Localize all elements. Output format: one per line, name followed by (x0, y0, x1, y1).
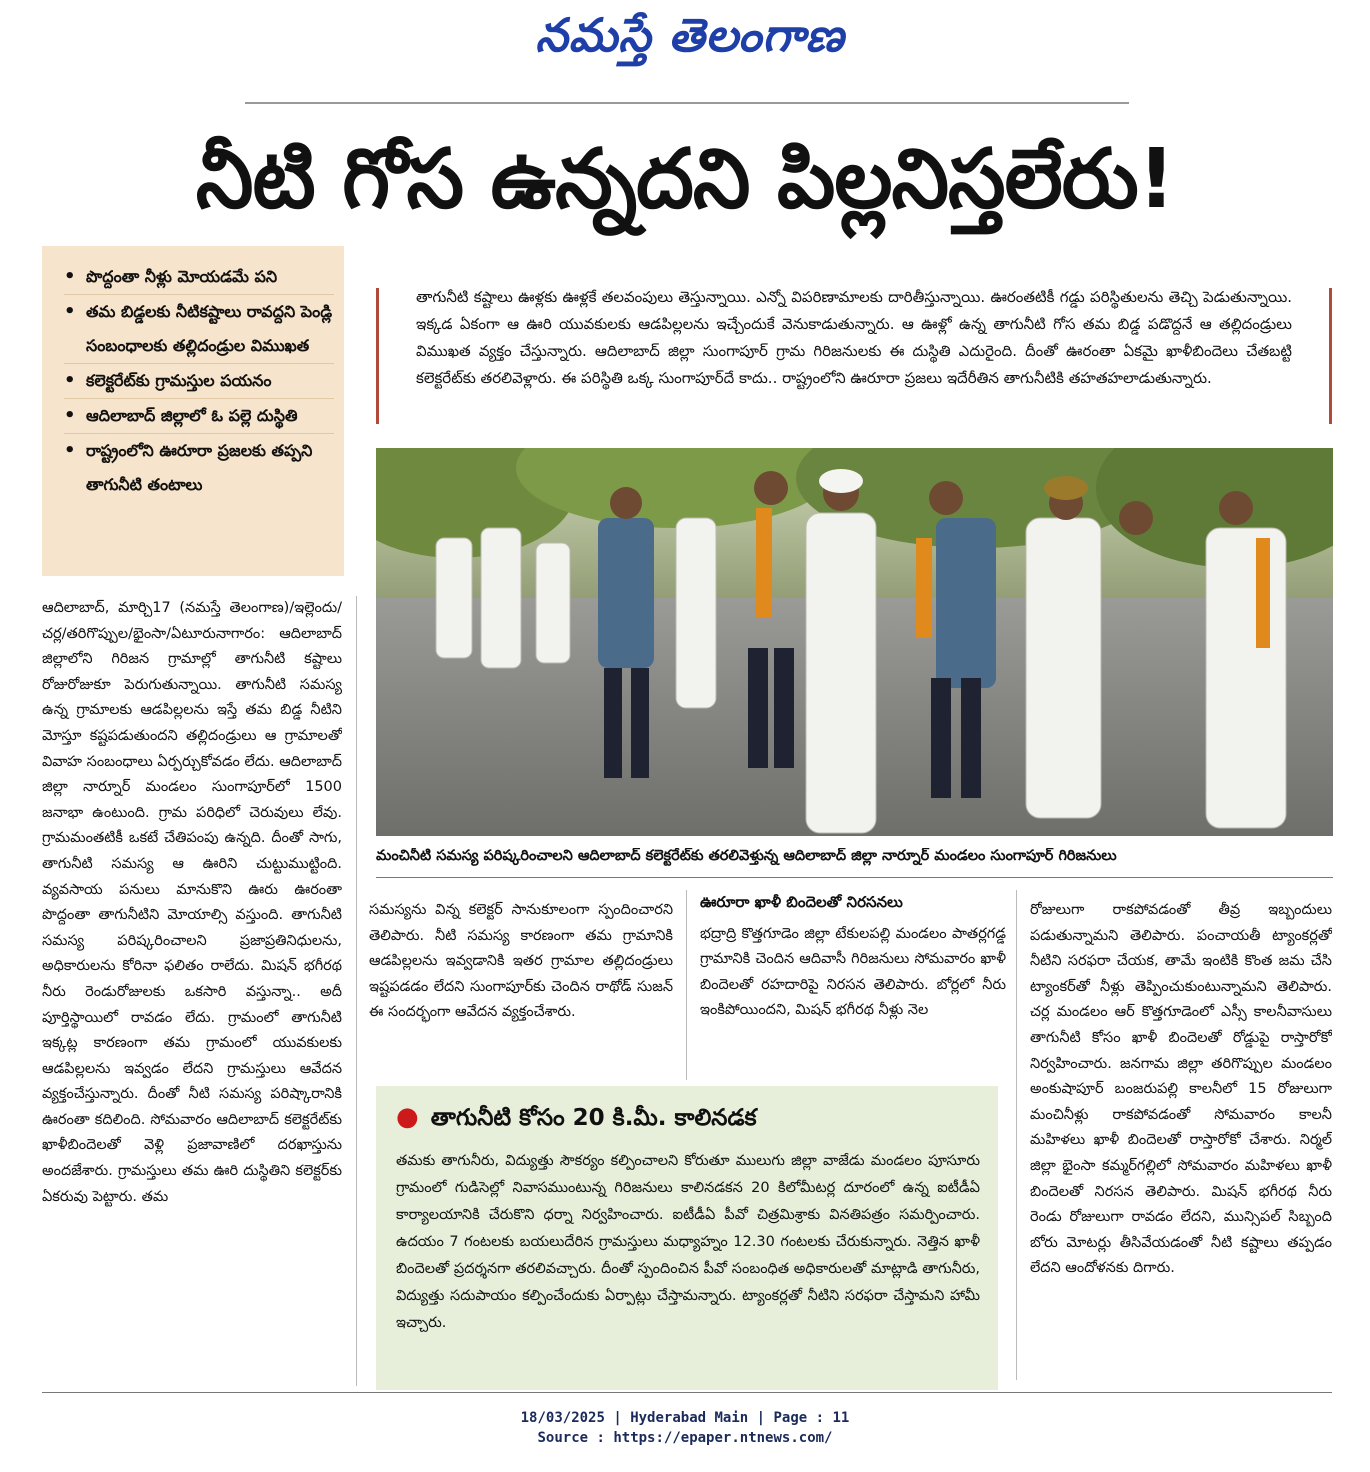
caption-rule (376, 877, 1333, 878)
highlight-item: • కలెక్టరేట్‌కు గ్రామస్తుల పయనం (64, 364, 334, 399)
article-column-2: సమస్యను విన్న కలెక్టర్ సానుకూలంగా స్పందించారని తెలిపారు. నీటి సమస్య కారణంగా తమ గ్రామానికి ఆడపిల్లలను ఇవ్వడానికి ఇతర గ్రామాల తల్లిదండ్రులు ఇష్టపడడం లేదని సుంగాపూర్‌కు చెందిన రాథోడ్ సుజన్ ఈ సందర్భంగా ఆవేదన వ్యక్తంచేశారు. (369, 902, 673, 1021)
subheading: ఊరూరా ఖాళీ బిందెలతో నిరసనలు (700, 893, 903, 911)
highlight-item: • రాష్ట్రంలోని ఊరూరా ప్రజలకు తప్పని తాగునీటి తంటాలు (64, 440, 313, 494)
masthead-logo: నమస్తే తెలంగాణ (535, 8, 845, 62)
intro-right-bar (1329, 288, 1332, 424)
column-divider (356, 596, 357, 1386)
highlights-box (42, 246, 344, 576)
masthead-rule (245, 102, 1129, 104)
article-column-1: ఆదిలాబాద్, మార్చి17 (నమస్తే తెలంగాణ)/ఇల్లెందు/చర్ల/తరిగొప్పుల/భైంసా/ఏటూరునాగారం: ఆదిలాబాద్ జిల్లాలోని గిరిజన గ్రామాల్లో తాగునీటి కష్టాలు రోజురోజుకూ పెరుగుతున్నాయి. తాగునీటి సమస్య ఉన్న గ్రామాలకు ఆడపిల్లలను ఇస్తే తమ బిడ్డ నీటిని మోస్తూ కష్టపడుతుందని తల్లిదండ్రులు ఆ గ్రామాలతో వివాహ సంబంధాలు ఏర్పర్చుకోవడం లేదు. ఆదిలాబాద్ జిల్లా నార్నూర్ మండలం సుంగాపూర్‌లో 1500 జనాభా ఉంటుంది. గ్రామ పరిధిలో చెరువులు లేవు. గ్రామమంతటికీ ఒకటే చేతిపంపు ఉన్నది. దీంతో సాగు, తాగునీటి సమస్య ఆ ఊరిని చుట్టుముట్టింది. వ్యవసాయ పనులు మానుకొని ఊరు ఊరంతా పొద్దంతా తాగునీటిని మోయాల్సి వస్తుంది. తాగునీటి సమస్య పరిష్కరించాలని ప్రజాప్రతినిధులను, అధికారులను కోరినా ఫలితం రాలేదు. మిషన్ భగీరథ నీరు రెండురోజులకు ఒకసారి వస్తున్నా.. అదీ పూర్తిస్థాయిలో రావడం లేదు. గ్రామంలో తాగునీటి ఇక్కట్ల కారణంగా తమ గ్రామంలో యువకులకు ఆడపిల్లలను ఇవ్వడం లేదని గ్రామస్తులు ఆవేదన వ్యక్తంచేస్తున్నారు. దీంతో నీటి సమస్య పరిష్కారానికి ఊరంతా కదిలింది. సోమవారం ఆదిలాబాద్ కలెక్టరేట్‌కు ఖాళీబిందెలతో వెళ్లి ప్రజావాణిలో దరఖాస్తును అందజేశారు. గ్రామస్తులు తమ ఊరి దుస్థితిని కలెక్టర్‌కు ఏకరువు పెట్టారు. తమ (42, 600, 342, 1205)
highlight-item: • ఆదిలాబాద్ జిల్లాలో ఓ పల్లె దుస్థితి (64, 399, 334, 434)
footer-source-link[interactable]: Source : https://epaper.ntnews.com/ (537, 1430, 833, 1446)
article-column-3: ఊరూరా ఖాళీ బిందెలతో నిరసనలు భద్రాద్రి కొత్తగూడెం జిల్లా టేకులపల్లి మండలం పాతర్లగడ్డ గ్రామానికి చెందిన ఆదివాసీ గిరిజనులు సోమవారం ఖాళీ బిందెలతో రహదారిపై నిరసన తెలిపారు. బోర్లలో నీరు ఇంకిపోయిందని, మిషన్ భగీరథ నీళ్లు నెల (700, 890, 1006, 1080)
sidebar-story-box (376, 1086, 998, 1390)
column-divider (686, 890, 687, 1080)
headline: నీటి గోస ఉన్నదని పిల్లనిస్తలేరు! (195, 132, 1175, 227)
intro-paragraph (376, 282, 1332, 430)
box-heading: ● తాగునీటి కోసం 20 కి.మీ. కాలినడక (396, 1102, 757, 1132)
intro-left-bar (376, 288, 379, 424)
article-column-4: రోజులుగా రాకపోవడంతో తీవ్ర ఇబ్బందులు పడుతున్నామని తెలిపారు. పంచాయతీ ట్యాంకర్లతో నీటిని సరఫరా చేయక, తామే ఇంటికి కొంత జమ చేసి ట్యాంకర్‌తో నీళ్లు తెప్పించుకుంటున్నామని తెలిపారు. చర్ల మండలం ఆర్ కొత్తగూడెంలో ఎస్సీ కాలనీవాసులు తాగునీటి కోసం ఖాళీ బిందెలతో రోడ్డుపై రాస్తారోకో నిర్వహించారు. జనగామ జిల్లా తరిగొప్పుల మండలం అంకుషాపూర్ బంజరుపల్లి కాలనీలో 15 రోజులుగా మంచినీళ్లు రాకపోవడంతో సోమవారం కాలనీ మహిళలు ఖాళీ బిందెలతో రాస్తారోకో చేశారు. నిర్మల్ జిల్లా భైంసా కమ్మర్‌గల్లిలో సోమవారం మహిళలు ఖాళీ బిందెలతో నిరసన తెలిపారు. మిషన్ భగీరథ నీరు రెండు రోజులుగా రావడం లేదని, మున్సిపల్ సిబ్బంది బోరు మోటర్లు తీసివేయడంతో నీటి కష్టాలు తప్పడం లేదని ఆందోళనకు దిగారు. (1030, 902, 1332, 1277)
column-divider (1016, 890, 1017, 1380)
box-body: తమకు తాగునీరు, విద్యుత్తు సౌకర్యం కల్పించాలని కోరుతూ ములుగు జిల్లా వాజేడు మండలం పూసూరు గ్రామంలో గుడిసెల్లో నివాసముంటున్న గిరిజనులు కాలినడకన 20 కిలోమీటర్ల దూరంలో ఉన్న ఐటీడీఏ కార్యాలయానికి చేరుకొని ధర్నా నిర్వహించారు. ఐటీడీఏ పీవో చిత్రమిశ్రాకు వినతిపత్రం సమర్పించారు. ఉదయం 7 గంటలకు బయలుదేరిన గ్రామస్తులు మధ్యాహ్నం 12.30 గంటలకు చేరుకున్నారు. నెత్తిన ఖాళీ బిందెలతో ప్రదర్శనగా తరలివచ్చారు. దీంతో స్పందించిన పీవో సంబంధిత అధికారులతో మాట్లాడి తాగునీరు, విద్యుత్తు సదుపాయం కల్పించేందుకు ఏర్పాట్లు చేస్తామన్నారు. ట్యాంకర్లతో నీటిని సరఫరా చేస్తామని హామీ ఇచ్చారు. (396, 1153, 980, 1331)
intro-text: తాగునీటి కష్టాలు ఊళ్లకు ఊళ్లకే తలవంపులు తెస్తున్నాయి. ఎన్నో విపరిణామాలకు దారితీస్తున్నాయి. ఊరంతటికీ గడ్డు పరిస్థితులను తెచ్చి పెడుతున్నాయి. ఇక్కడ ఏకంగా ఆ ఊరి యువకులకు ఆడపిల్లలను ఇచ్చేందుకే వెనుకాడుతున్నారు. ఆ ఊళ్లో ఉన్న తాగునీటి గోస తమ బిడ్డ పడొద్దనే ఆ తల్లిదండ్రులు విముఖత వ్యక్తం చేస్తున్నారు. ఆదిలాబాద్ జిల్లా సుంగాపూర్ గ్రామ గిరిజనులకు ఈ దుస్థితి ఎదురైంది. దీంతో ఊరంతా ఏకమై ఖాళీబిందెలు చేతబట్టి కలెక్టరేట్‌కు తరలివెళ్లారు. ఈ పరిస్థితి ఒక్క సుంగాపూర్‌దే కాదు.. రాష్ట్రంలోని ఊరూరా ప్రజలు ఇదేరీతిన తాగునీటికి తహతహలాడుతున్నారు. (416, 288, 1292, 387)
page-footer (380, 1408, 990, 1452)
red-dot-icon: ● (396, 1102, 419, 1132)
bottom-rule (42, 1392, 1332, 1393)
protest-march-photo (376, 448, 1333, 836)
highlight-item: • పొద్దంతా నీళ్లు మోయడమే పని (64, 260, 334, 295)
footer-date-line: 18/03/2025 | Hyderabad Main | Page : 11 (520, 1410, 850, 1426)
highlight-item: • తమ బిడ్డలకు నీటికష్టాలు రావద్దని పెండ్లి సంబంధాలకు తల్లిదండ్రుల విముఖత (64, 295, 334, 364)
news-photo (376, 448, 1333, 836)
photo-caption: మంచినీటి సమస్య పరిష్కరించాలని ఆదిలాబాద్ కలెక్టరేట్‌కు తరలివెళ్తున్న ఆదిలాబాద్ జిల్లా నార్నూర్ మండలం సుంగాపూర్ గిరిజనులు (376, 848, 1117, 864)
